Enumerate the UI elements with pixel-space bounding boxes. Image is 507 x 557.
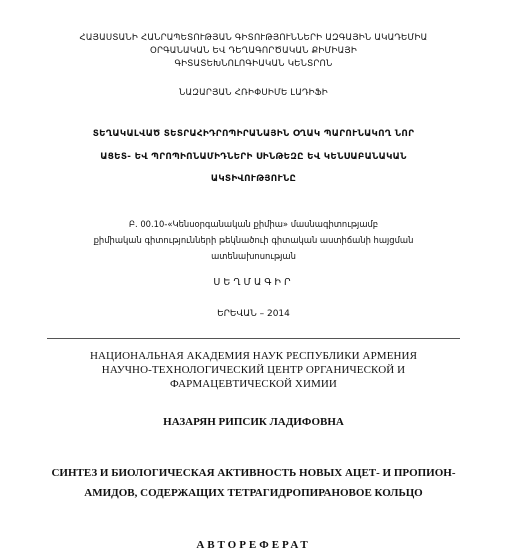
armenian-title-line-1: ՏԵՂԱԿԱԼՎԱԾ ՏԵՏՐԱՀԻԴՐՈՊԻՐԱՆԱՅԻՆ ՕՂԱԿ ՊԱՐՈՒՆԱԿՈՂ ՆՈՐ [92,129,415,139]
russian-title-line-1: СИНТЕЗ И БИОЛОГИЧЕСКАЯ АКТИВНОСТЬ НОВЫХ АЦЕТ- И ПРОПИОН- [51,467,456,479]
armenian-city-year: ԵՐԵՎԱՆ – 2014 [217,309,290,319]
armenian-degree-line-2: քիմիական գիտությունների թեկնածուի գիտական աստիճանի հայցման [93,235,414,245]
armenian-title-line-3: ԱԿՏԻՎՈՒԹՅՈՒՆԸ [210,174,297,184]
section-divider [47,338,460,339]
armenian-title-line-2: ԱՑԵՏ- ԵՎ ՊՐՈՊԻՈՆԱՄԻԴՆԵՐԻ ՍԻՆԹԵԶԸ ԵՎ ԿԵՆՍԱԲԱՆԱԿԱՆ [100,152,407,162]
armenian-degree-line-1: Բ. 00.10-«Կենսօրգանական քիմիա» մասնագիտությամբ [128,219,379,229]
russian-institution-line-2: НАУЧНО-ТЕХНОЛОГИЧЕСКИЙ ЦЕНТР ОРГАНИЧЕСКОЙ И [101,364,406,376]
russian-title-line-2: АМИДОВ, СОДЕРЖАЩИХ ТЕТРАГИДРОПИРАНОВОЕ КОЛЬЦО [84,487,423,499]
armenian-document-type: ՍԵՂՄԱԳԻՐ [213,277,294,288]
armenian-degree-line-3: ատենախոսության [211,251,296,261]
russian-author-name: НАЗАРЯН РИПСИК ЛАДИФОВНА [163,416,344,428]
armenian-author-name: ՆԱԶԱՐՅԱՆ ՀՌԻՓՍԻՄԵ ԼԱԴԻՖԻ [179,88,328,98]
russian-document-type: АВТОРЕФЕРАТ [196,539,311,551]
russian-institution-line-3: ФАРМАЦЕВТИЧЕСКОЙ ХИМИИ [170,378,337,390]
russian-institution-line-1: НАЦИОНАЛЬНАЯ АКАДЕМИЯ НАУК РЕСПУБЛИКИ АРМЕНИЯ [89,350,418,362]
armenian-institution-line-3: ԳԻՏԱՏԵԽՆՈԼՈԳԻԱԿԱՆ ԿԵՆՏՐՈՆ [174,59,333,69]
armenian-institution-line-1: ՀԱՅԱՍՏԱՆԻ ՀԱՆՐԱՊԵՏՈՒԹՅԱՆ ԳԻՏՈՒԹՅՈՒՆՆԵՐԻ ԱԶԳԱՅԻՆ ԱԿԱԴԵՄԻԱ [79,33,428,43]
armenian-institution-line-2: ՕՐԳԱՆԱԿԱՆ ԵՎ ԴԵՂԱԳՈՐԾԱԿԱՆ ՔԻՄԻԱՅԻ [150,46,357,56]
